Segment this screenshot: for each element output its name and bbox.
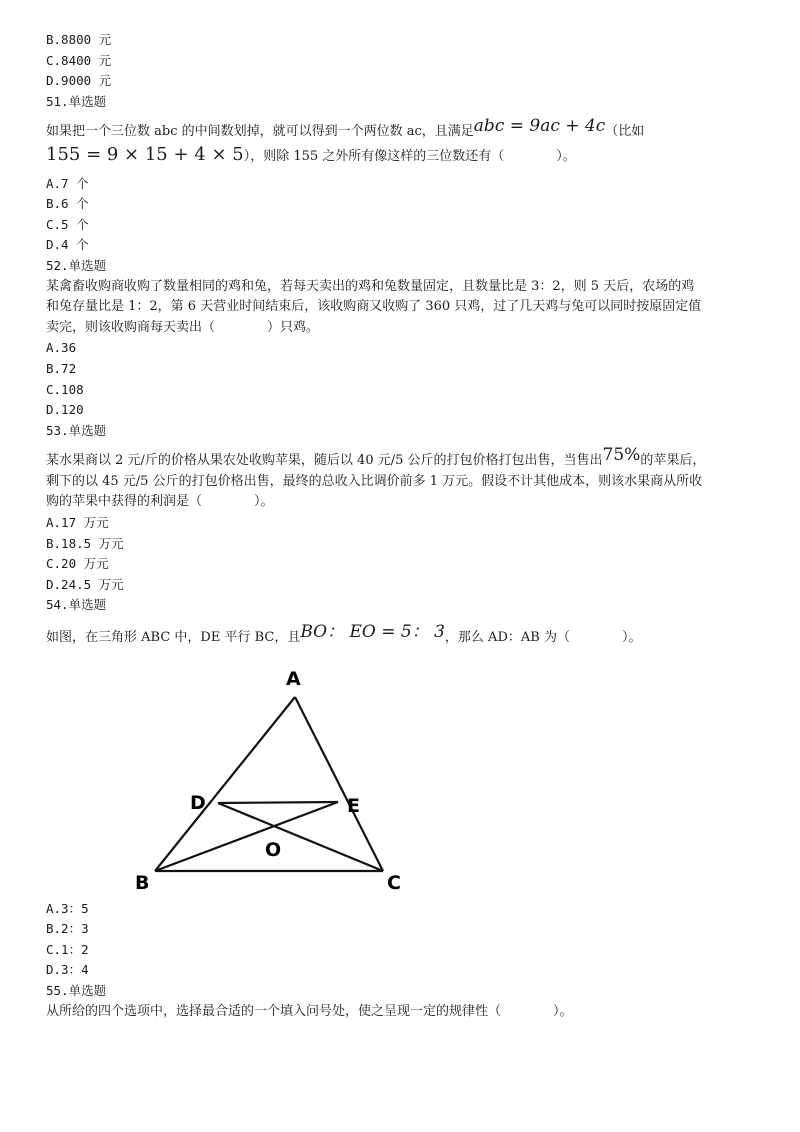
stem-text: 如图，在三角形 ABC 中，DE 平行 BC，且 <box>46 630 301 646</box>
triangle-diagram <box>130 659 450 891</box>
stem-text: ，那么 AD：AB 为（ ）。 <box>444 630 642 646</box>
question-stem-line2: 和兔存量比是 1：2，第 6 天营业时间结束后，该收购商又收购了 360 只鸡，过了几天鸡与兔可以同时按原固定值 <box>46 299 702 315</box>
option-b[interactable]: B.72 <box>46 360 77 376</box>
option-d[interactable]: D.4 个 <box>46 237 89 253</box>
label-c: C <box>387 871 401 891</box>
option-a[interactable]: A.3：5 <box>46 900 89 916</box>
question-header: 53.单选题 <box>46 422 107 438</box>
stem-text: 的苹果后， <box>640 453 706 469</box>
formula-ratio: BO： EO = 5： 3 <box>300 622 445 643</box>
question-55 <box>46 981 766 1022</box>
formula-example: 155 = 9 × 15 + 4 × 5 <box>46 143 244 165</box>
label-a: A <box>286 667 301 690</box>
question-stem-line3: 购的苹果中获得的利润是（ ）。 <box>46 494 274 510</box>
option-a[interactable]: A.7 个 <box>46 175 89 191</box>
question-50-options <box>46 30 766 92</box>
option-c[interactable]: C.8400 元 <box>46 52 112 68</box>
option-b[interactable]: B.18.5 万元 <box>46 535 124 551</box>
question-stem: 从所给的四个选项中，选择最合适的一个填入问号处，使之呈现一定的规律性（ ）。 <box>46 1003 573 1019</box>
option-c[interactable]: C.5 个 <box>46 216 89 232</box>
option-b[interactable]: B.2：3 <box>46 921 89 937</box>
label-o: O <box>265 838 282 861</box>
triangle-figure <box>46 649 766 899</box>
option-b[interactable]: B.8800 元 <box>46 32 112 47</box>
question-51 <box>46 92 766 256</box>
label-b: B <box>135 871 150 891</box>
option-c[interactable]: C.108 <box>46 381 84 397</box>
label-e: E <box>347 794 360 817</box>
option-d[interactable]: D.120 <box>46 402 84 418</box>
question-header: 54.单选题 <box>46 597 107 613</box>
option-c[interactable]: C.1：2 <box>46 941 89 957</box>
exam-page <box>46 30 766 1022</box>
formula-abc: abc = 9ac + 4c <box>473 116 606 137</box>
stem-text: 如果把一个三位数 abc 的中间数划掉，就可以得到一个两位数 ac，且满足 <box>46 124 474 140</box>
question-stem <box>46 622 766 649</box>
option-d[interactable]: D.9000 元 <box>46 73 112 89</box>
question-header: 52.单选题 <box>46 257 107 273</box>
option-a[interactable]: A.17 万元 <box>46 515 109 531</box>
question-stem-line2: 剩下的以 45 元/5 公斤的打包价格出售，最终的总收入比调价前多 1 万元。假设不计其他成本，则该水果商从所收 <box>46 473 703 489</box>
edge-ac <box>295 697 383 871</box>
question-header: 55.单选题 <box>46 983 107 998</box>
question-stem-line1 <box>46 116 766 143</box>
stem-text: ），则除 155 之外所有像这样的三位数还有（ ）。 <box>243 148 576 164</box>
option-d[interactable]: D.3：4 <box>46 962 89 978</box>
segment-de <box>218 802 338 803</box>
label-d: D <box>190 791 206 814</box>
option-a[interactable]: A.36 <box>46 340 77 356</box>
stem-text: 某水果商以 2 元/斤的价格从果农处收购苹果，随后以 40 元/5 公斤的打包价格打包出售，当售出 <box>46 453 603 469</box>
question-stem-line1 <box>46 445 766 472</box>
question-stem-line1: 某禽畜收购商收购了数量相同的鸡和兔，若每天卖出的鸡和兔数量固定，且数量比是 3：2，则 5 天后，农场的鸡 <box>46 278 695 294</box>
option-b[interactable]: B.6 个 <box>46 196 89 212</box>
question-54 <box>46 595 766 981</box>
stem-text: （比如 <box>605 124 645 140</box>
option-c[interactable]: C.20 万元 <box>46 556 109 572</box>
question-53 <box>46 421 766 596</box>
question-stem-line2 <box>46 145 766 168</box>
formula-percent: 75% <box>602 445 641 466</box>
question-stem-line3: 卖完，则该收购商每天卖出（ ）只鸡。 <box>46 319 320 335</box>
option-d[interactable]: D.24.5 万元 <box>46 576 124 592</box>
question-52 <box>46 256 766 421</box>
question-header: 51.单选题 <box>46 93 107 109</box>
